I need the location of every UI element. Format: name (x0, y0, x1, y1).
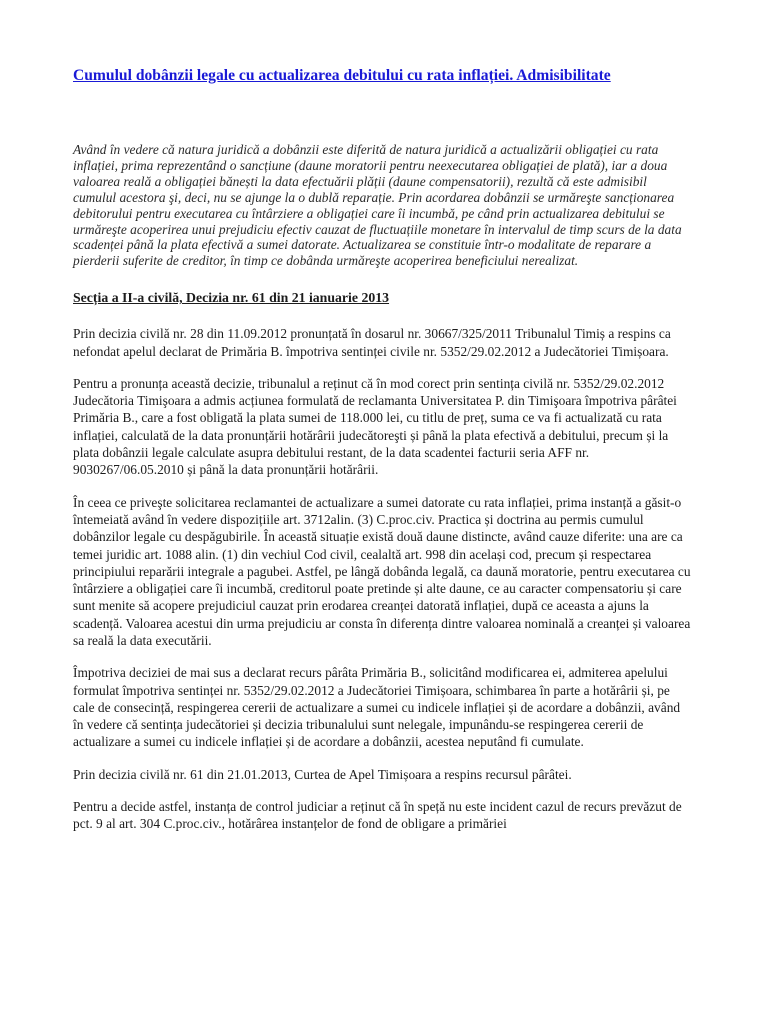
body-paragraph: Prin decizia civilă nr. 61 din 21.01.2013, Curtea de Apel Timișoara a respins recursul pârâtei. (73, 766, 572, 782)
document-title-link[interactable]: Cumulul dobânzii legale cu actualizarea debitului cu rata inflației. Admisibilitate (73, 67, 611, 84)
document-page (73, 66, 691, 833)
body-paragraph: Pentru a decide astfel, instanța de control judiciar a reținut că în speță nu este incident cazul de recurs prevăzut de pct. 9 al art. 304 C.proc.civ., hotărârea instanțelor de fond de obligare a primăriei (73, 799, 682, 832)
body-paragraph: Pentru a pronunța această decizie, tribunalul a reținut că în mod corect prin sentința civilă nr. 5352/29.02.2012 Judecătoria Timişoara a admis acțiunea formulată de reclamanta Universitatea P. din Timişoara împotriva pârâtei Primăria B., care a fost obligată la plata sumei de 118.000 lei, cu titlu de preț, suma ce va fi actualizată cu rata inflației, calculată de la data pronunțării hotărârii judecătoreşti și până la plata efectivă a debitului, precum și la plata dobânzii legale calculate asupra debitului restant, de la data scadentei facturii seria AFF nr. 9030267/06.05.2010 și până la data pronunțării hotărârii. (73, 375, 677, 478)
body-paragraph: Împotriva deciziei de mai sus a declarat recurs pârâta Primăria B., solicitând modificarea ei, admiterea apelului formulat împotriva sentinței nr. 5352/29.02.2012 a Judecătoriei Timișoara, schimbarea în parte a hotărârii și, pe cale de consecință, respingerea cererii de actualizare a sumei cu indicele inflației și de acordare a dobânzii, având în vedere că sentința judecătoriei și decizia tribunalului sunt nelegale, impunându-se respingerea cererii de actualizare a sumei cu indicele inflației și de acordare a dobânzii, acestea neputând fi cumulate. (73, 665, 681, 750)
body-paragraph: În ceea ce priveşte solicitarea reclamantei de actualizare a sumei datorate cu rata inflației, prima instanță a găsit-o întemeiată având în vedere dispozițiile art. 3712alin. (3) C.proc.civ. Practica și doctrina au permis cumulul dobânzilor legale cu despăgubirile. În această situație există două daune distincte, având cauze diferite: una are ca temei juridic art. 1088 alin. (1) din vechiul Cod civil, cealaltă art. 998 din același cod, precum și respectarea principiului reparării integrale a pagubei. Astfel, pe lângă dobânda legală, ca daună moratorie, pentru executarea cu întârziere a obligației care îi incumbă, creditorul poate pretinde și alte daune, ce au caracter compensatoriu și care sunt menite să acopere prejudiciul cauzat prin erodarea creanței datorată inflației, după ce aceasta a ajuns la scadență. Valoarea acestui din urma prejudiciu ar consta în diferența dintre valoarea nominală a creanței și valoarea sa reală la data executării. (73, 494, 691, 648)
body-paragraph: Prin decizia civilă nr. 28 din 11.09.2012 pronunțată în dosarul nr. 30667/325/2011 Tribunalul Timiș a respins ca nefondat apelul declarat de Primăria B. împotriva sentinței civile nr. 5352/29.02.2012 a Judecătoriei Timișoara. (73, 326, 671, 359)
section-heading: Secția a II-a civilă, Decizia nr. 61 din 21 ianuarie 2013 (73, 290, 390, 306)
abstract-paragraph: Având în vedere că natura juridică a dobânzii este diferită de natura juridică a actualizării obligației cu rata inflației, prima reprezentând o sancțiune (daune moratorii pentru neexecutarea obligației de plată), iar a doua valoarea reală a obligației bănești la data efectuării plății (daune compensatorii), rezultă că este admisibil cumulul acestora şi, deci, nu se ajunge la o dublă reparație. Prin acordarea dobânzii se urmăreşte sancționarea debitorului pentru executarea cu întârziere a obligației care îi incumbă, pe când prin actualizarea debitului se urmăreşte acoperirea unui prejudiciu efectiv cauzat de fluctuațiile monetare în intervalul de timp scurs de la data scadenței până la plata efectivă a sumei datorate. Actualizarea se constituie într-o modalitate de reparare a pierderii suferite de creditor, în timp ce dobânda urmăreşte acoperirea beneficiului nerealizat. (73, 142, 682, 269)
